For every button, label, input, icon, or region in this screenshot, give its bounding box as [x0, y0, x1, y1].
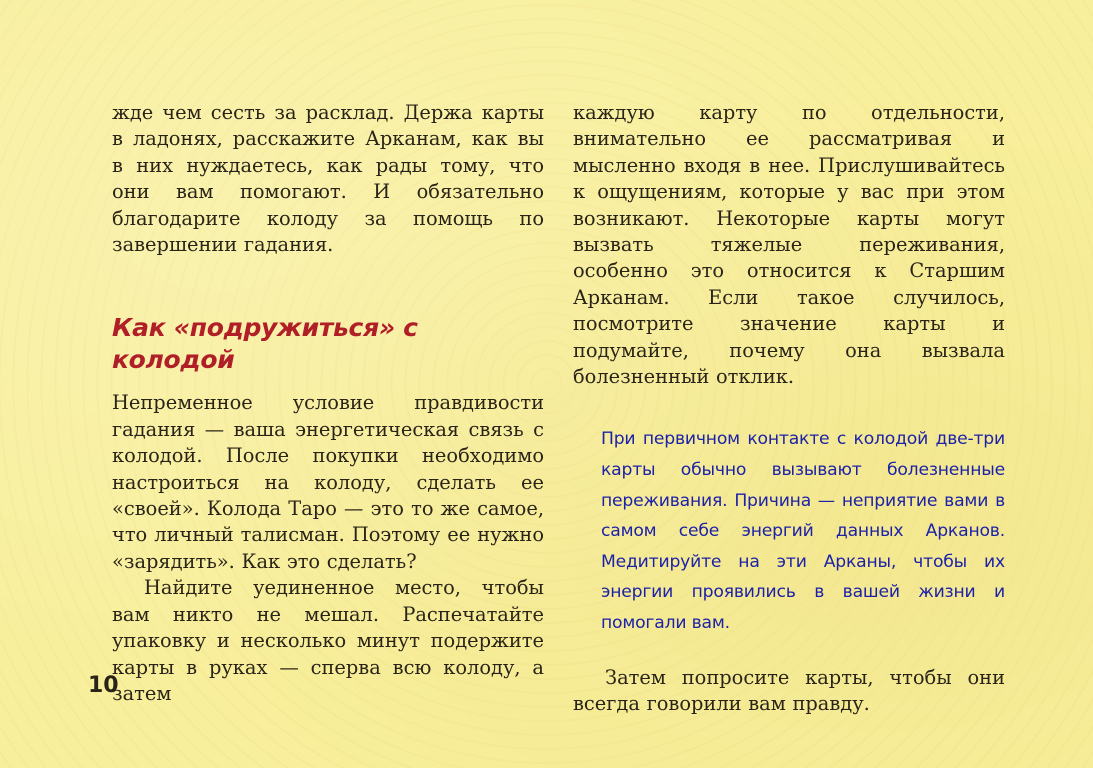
- body-paragraph-1: Непременное условие правдивости гадания — ваша энергетическая связь с колодой. После покупки необходимо настроиться на колоду, сделать ее «своей». Колода Таро — это то же самое, что личный талисман. Поэтому ее нужно «зарядить». Как это сделать?: [112, 391, 544, 573]
- right-column: [573, 100, 1005, 717]
- page-number: 10: [88, 673, 119, 698]
- intro-paragraph: жде чем сесть за расклад. Держа карты в ладонях, расскажите Арканам, как вы в них нуждаетесь, как рады тому, что они вам помогают. И обязательно благодарите колоду за помощь по завершении гадания.: [112, 101, 544, 257]
- body-paragraph-2: Найдите уединенное место, чтобы вам никто не мешал. Распечатайте упаковку и несколько минут подержите карты в руках — сперва всю колоду, а затем: [112, 576, 544, 705]
- highlight-callout: При первичном контакте с колодой двe-три карты обычно вызывают болезненные переживания. Причина — неприятие вами в самом себе энергий данных Арканов. Медитируйте на эти Арканы, чтобы их энергии проявились в вашей жизни и помогали вам.: [601, 429, 1005, 634]
- body-paragraph-4: Затем попросите карты, чтобы они всегда говорили вам правду.: [573, 665, 1005, 716]
- section-heading: Как «подружиться» с колодой: [112, 313, 418, 375]
- left-column: [112, 100, 544, 707]
- body-paragraph-3: каждую карту по отдельности, внимательно ее рассматривая и мысленно входя в нее. Прислушивайтесь к ощущениям, которые у вас при этом возникают. Некоторые карты могут вызвать тяжелые переживания, особенно это относится к Старшим Арканам. Если такое случилось, посмотрите значение карты и подумайте, почему она вызвала болезненный отклик.: [573, 101, 1005, 389]
